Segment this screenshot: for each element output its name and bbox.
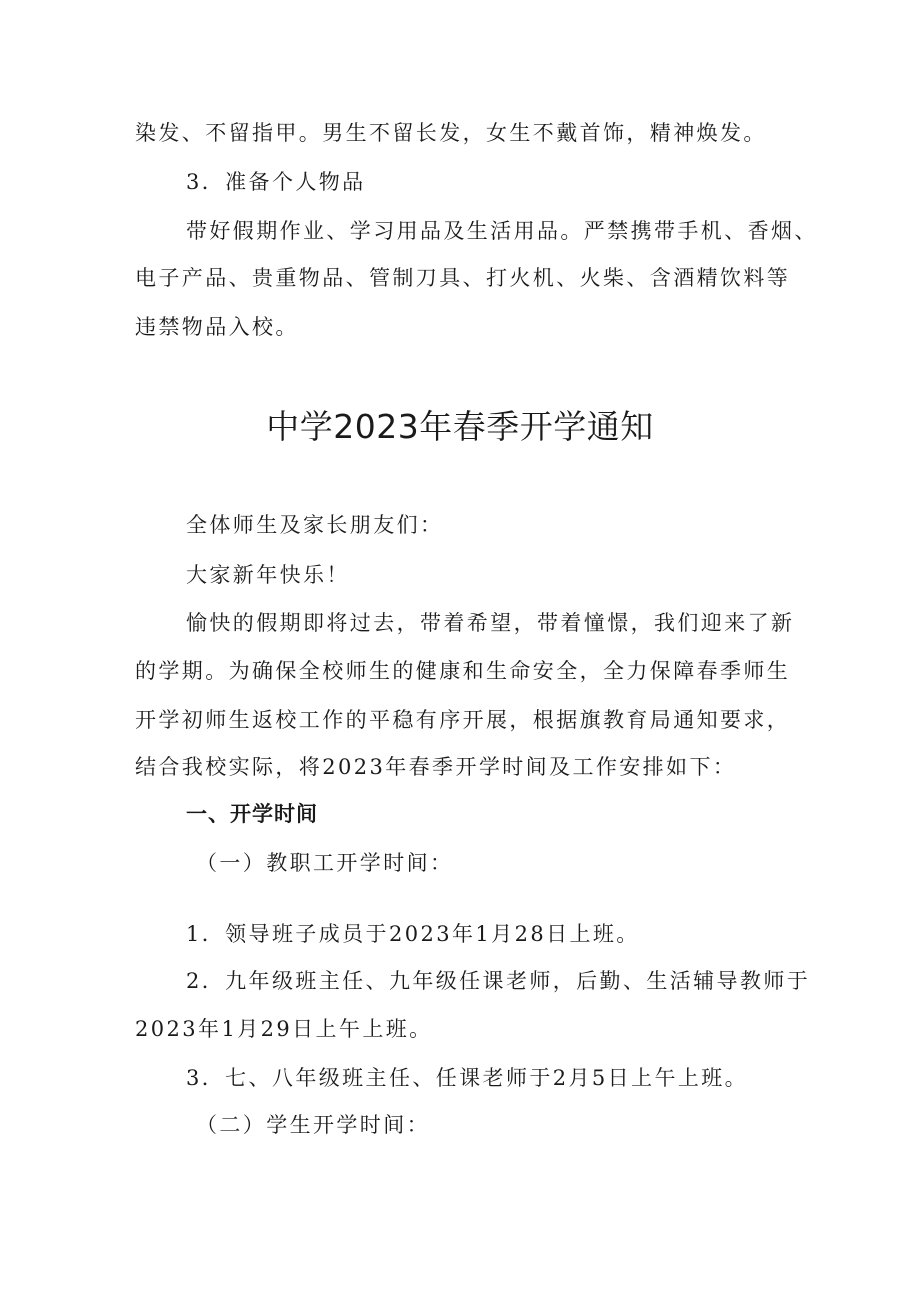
subsection-1-heading: （一）教职工开学时间： xyxy=(196,851,454,875)
intro-paragraph-line-1: 愉快的假期即将过去，带着希望，带着憧憬，我们迎来了新 xyxy=(186,611,795,635)
staff-item-3: 3．七、八年级班主任、任课老师于2月5日上午上班。 xyxy=(186,1066,749,1090)
continued-paragraph-line: 染发、不留指甲。男生不留长发，女生不戴首饰，精神焕发。 xyxy=(135,121,767,145)
intro-paragraph-line-2: 的学期。为确保全校师生的健康和生命安全，全力保障春季师生 xyxy=(135,659,791,683)
staff-item-2-line-2: 2023年1月29日上午上班。 xyxy=(135,1017,433,1041)
intro-paragraph-line-4: 结合我校实际，将2023年春季开学时间及工作安排如下： xyxy=(135,755,737,779)
salutation: 全体师生及家长朋友们： xyxy=(186,513,444,537)
staff-item-1: 1．领导班子成员于2023年1月28日上班。 xyxy=(186,922,640,946)
item-3-paragraph-line-3: 违禁物品入校。 xyxy=(135,315,299,339)
section-1-heading: 一、开学时间 xyxy=(186,802,318,826)
staff-item-2-line-1: 2．九年级班主任、九年级任课老师，后勤、生活辅导教师于 xyxy=(186,969,811,993)
notice-title: 中学2023年春季开学通知 xyxy=(266,407,654,446)
item-3-heading: 3．准备个人物品 xyxy=(186,170,366,194)
greeting: 大家新年快乐！ xyxy=(186,563,350,587)
item-3-paragraph-line-2: 电子产品、贵重物品、管制刀具、打火机、火柴、含酒精饮料等 xyxy=(135,266,791,290)
intro-paragraph-line-3: 开学初师生返校工作的平稳有序开展，根据旗教育局通知要求， xyxy=(135,708,791,732)
item-3-paragraph-line-1: 带好假期作业、学习用品及生活用品。严禁携带手机、香烟、 xyxy=(186,219,818,243)
subsection-2-heading: （二）学生开学时间： xyxy=(196,1113,430,1137)
